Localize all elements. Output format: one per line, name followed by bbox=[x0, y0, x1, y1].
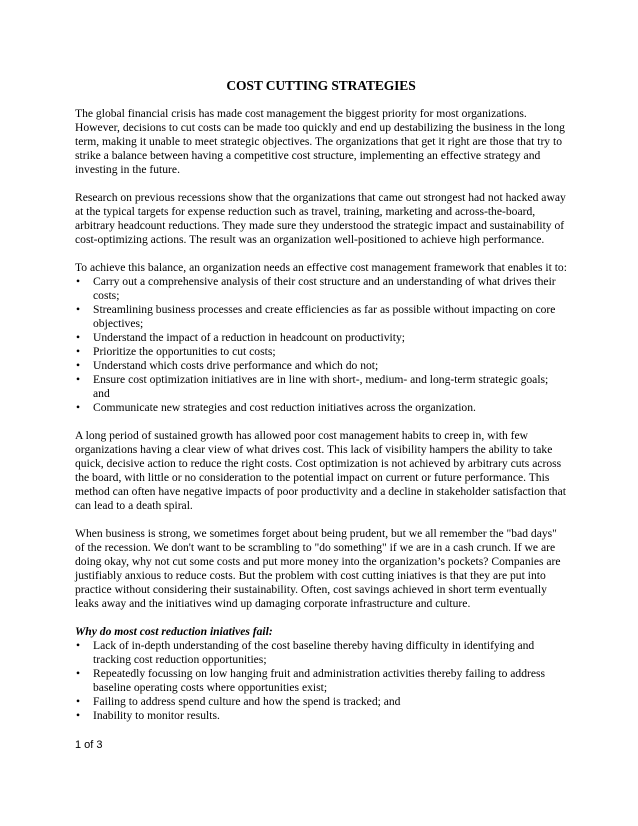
list-item: • Prioritize the opportunities to cut costs; bbox=[75, 345, 567, 359]
list-item: • Understand which costs drive performance and which do not; bbox=[75, 359, 567, 373]
list-item: • Failing to address spend culture and how the spend is tracked; and bbox=[75, 695, 567, 709]
page-number: 1 of 3 bbox=[75, 739, 103, 751]
paragraph: When business is strong, we sometimes forget about being prudent, but we all remember the "bad days" of the recession. We don't want to be scrambling to "do something" if we are in a cash crunch. If we are doing okay, why not cut some costs and put more money into the organization’s pockets? Companies are justifiably anxious to reduce costs. But the problem with cost cutting iniatives is that they are put into practice without considering their sustainability. Often, cost savings achieved in short term eventually leaks away and the initiatives wind up damaging corporate infrastructure and culture. bbox=[75, 527, 561, 610]
list-item: • Understand the impact of a reduction in headcount on productivity; bbox=[75, 331, 567, 345]
paragraph: A long period of sustained growth has allowed poor cost management habits to creep in, with few organizations having a clear view of what drives cost. This lack of visibility hampers the ability to take quick, decisive action to reduce the right costs. Cost optimization is not achieved by arbitrary cuts across the board, with little or no consideration to the potential impact on current or future performance. This method can often have negative impacts of poor productivity and a decline in stakeholder satisfaction that can lead to a death spiral. bbox=[75, 429, 566, 512]
list-item: • Repeatedly focussing on low hanging fruit and administration activities thereby failing to address baseline operating costs where opportunities exist; bbox=[75, 667, 567, 695]
list-item: • Streamlining business processes and create efficiencies as far as possible without impacting on core objectives; bbox=[75, 303, 567, 331]
paragraph: To achieve this balance, an organization needs an effective cost management framework that enables it to: bbox=[75, 261, 567, 274]
list-item: • Ensure cost optimization initiatives are in line with short-, medium- and long-term strategic goals; and bbox=[75, 373, 567, 401]
list-item: • Carry out a comprehensive analysis of their cost structure and an understanding of what drives their costs; bbox=[75, 275, 567, 303]
document-body bbox=[75, 78, 567, 737]
document-title: COST CUTTING STRATEGIES bbox=[226, 78, 416, 93]
list-item: • Communicate new strategies and cost reduction initiatives across the organization. bbox=[75, 401, 567, 415]
list-item: • Inability to monitor results. bbox=[75, 709, 567, 723]
framework-list bbox=[75, 275, 567, 415]
failure-list bbox=[75, 639, 567, 723]
list-item: • Lack of in-depth understanding of the cost baseline thereby having difficulty in identifying and tracking cost reduction opportunities; bbox=[75, 639, 567, 667]
paragraph: Research on previous recessions show that the organizations that came out strongest had not hacked away at the typical targets for expense reduction such as travel, training, marketing and across-the-board, arbitrary headcount reductions. They made sure they understood the strategic impact and sustainability of cost-optimizing actions. The result was an organization well-positioned to achieve high performance. bbox=[75, 191, 566, 246]
section-subheading: Why do most cost reduction iniatives fail: bbox=[75, 625, 273, 638]
paragraph: The global financial crisis has made cost management the biggest priority for most organizations. However, decisions to cut costs can be made too quickly and end up destabilizing the business in the long term, making it unable to meet strategic objectives. The organizations that get it right are those that try to strike a balance between having a competitive cost structure, implementing an effective strategy and investing in the future. bbox=[75, 107, 565, 176]
